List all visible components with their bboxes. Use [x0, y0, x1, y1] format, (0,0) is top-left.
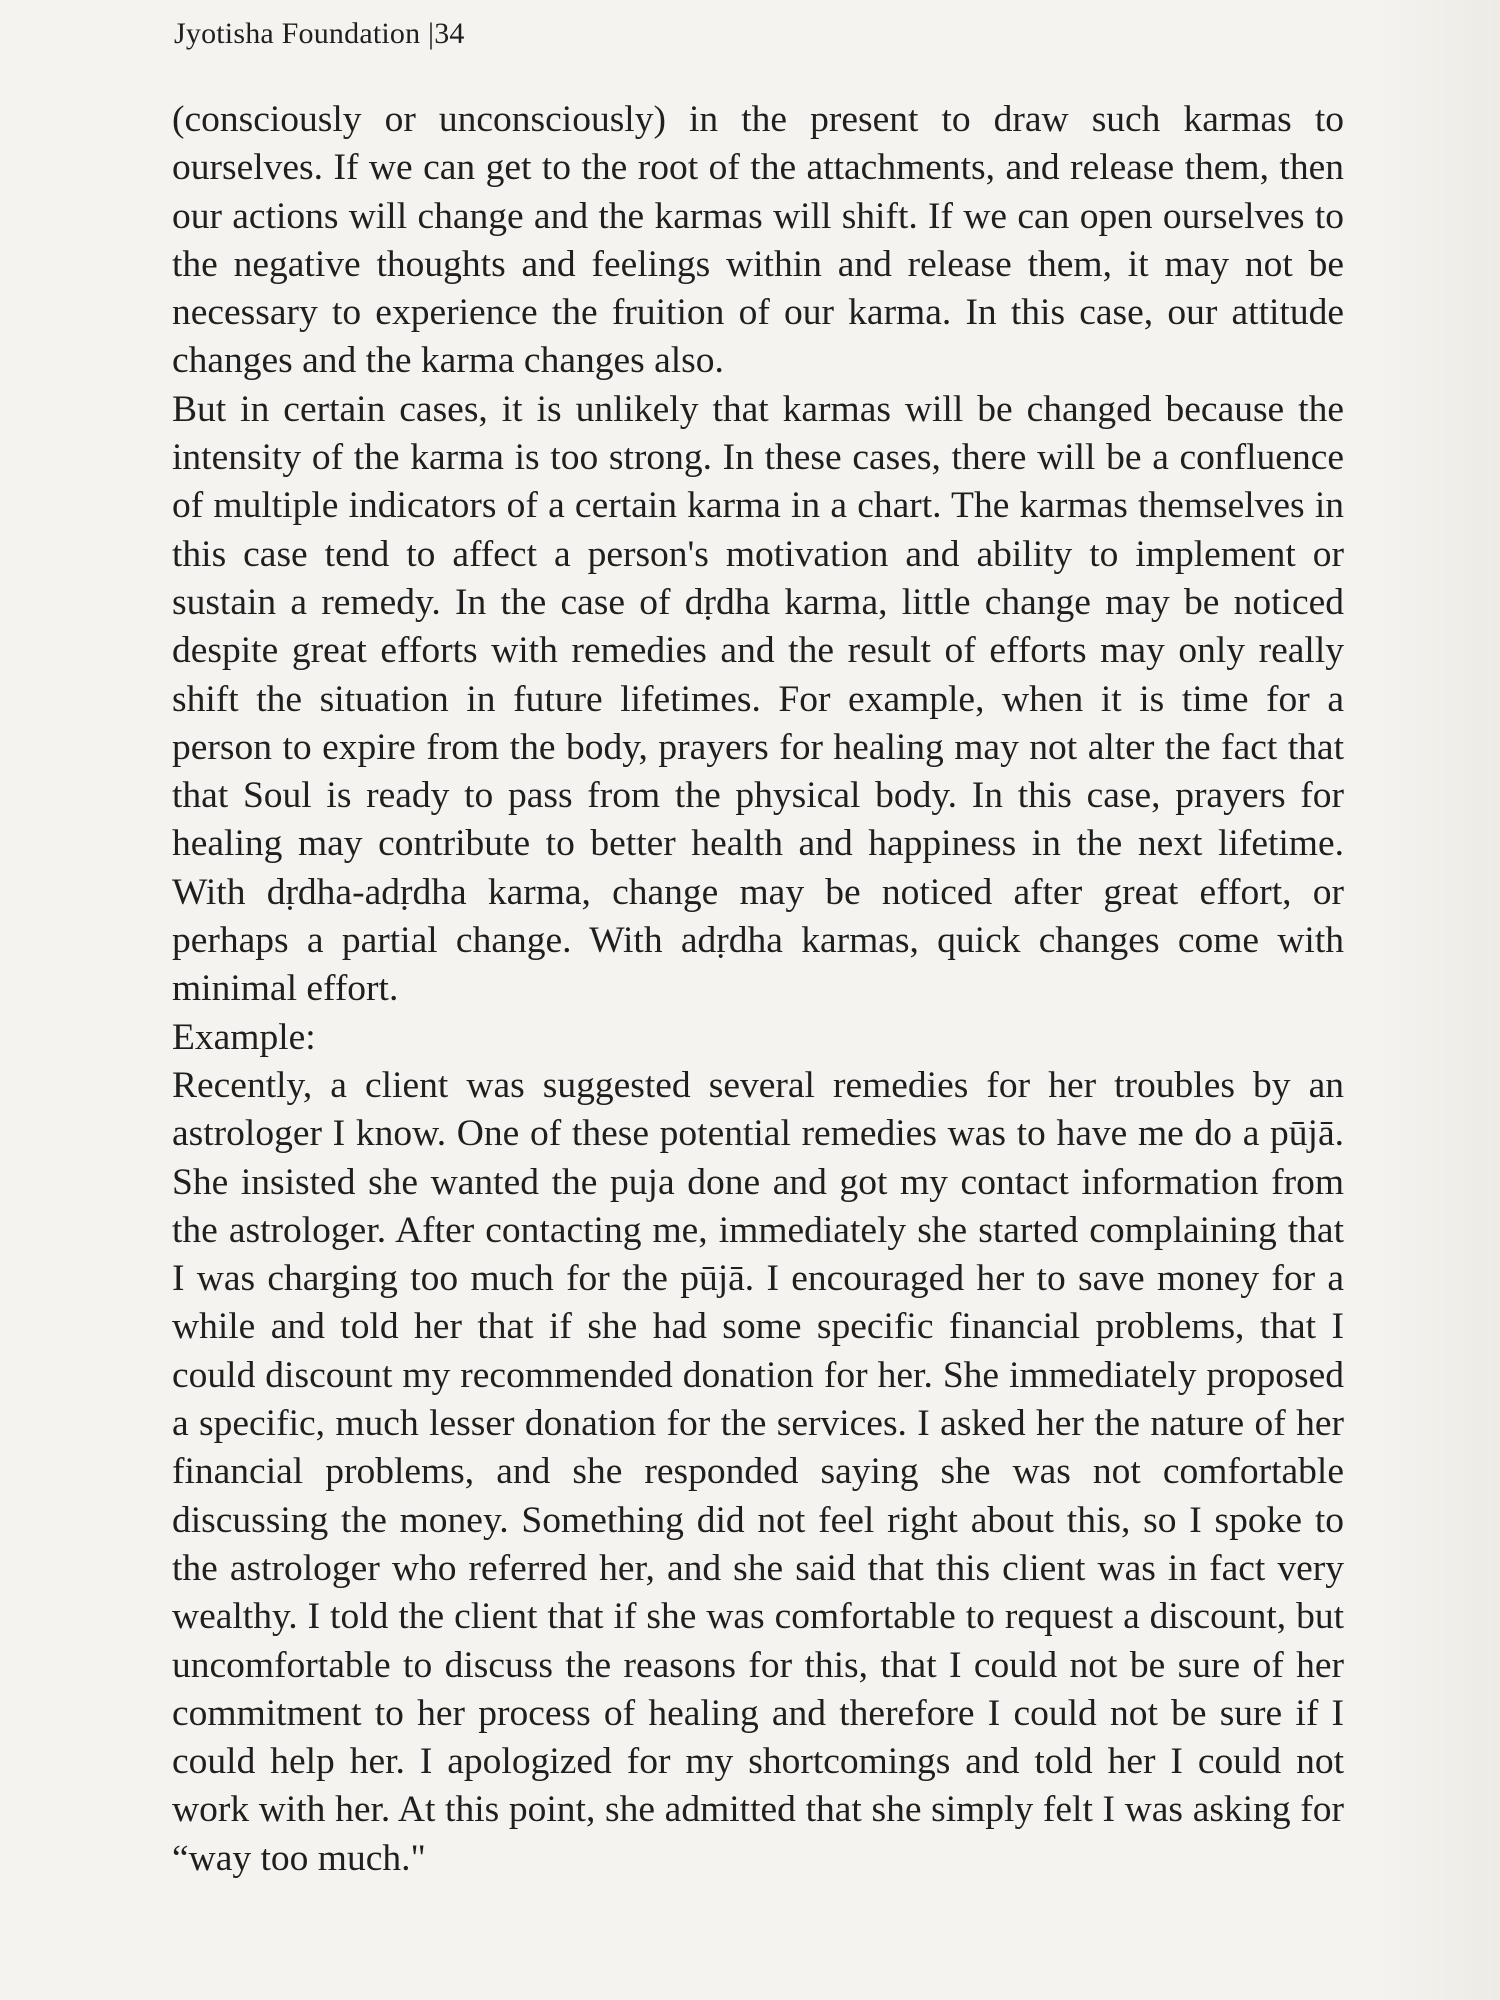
paragraph-karma-intensity: But in certain cases, it is unlikely that karmas will be changed because the intensity of the karma is too strong. In these cases, there will be a confluence of multiple indicators of a certain karma in a chart. The karmas themselves in this case tend to affect a person's motivation and ability to implement or sustain a remedy. In the case of dṛdha karma, little change may be noticed despite great efforts with remedies and the result of efforts may only really shift the situation in future lifetimes. For example, when it is time for a person to expire from the body, prayers for healing may not alter the fact that that Soul is ready to pass from the physical body. In this case, prayers for healing may contribute to better health and happiness in the next lifetime. With dṛdha-adṛdha karma, change may be noticed after great effort, or perhaps a partial change. With adṛdha karmas, quick changes come with minimal effort.: [172, 388, 1344, 1010]
paragraph-karma-attachments: (consciously or unconsciously) in the present to draw such karmas to ourselves. If we can get to the root of the attachments, and release them, then our actions will change and the karmas will shift. If we can open ourselves to the negative thoughts and feelings within and release them, it may not be necessary to experience the fruition of our karma. In this case, our attitude changes and the karma changes also.: [172, 99, 1344, 382]
paragraph-client-example: Recently, a client was suggested several remedies for her troubles by an astrologer I know. One of these potential remedies was to have me do a pūjā. She insisted she wanted the puja done and got my contact information from the astrologer. After contacting me, immediately she started complaining that I was charging too much for the pūjā. I encouraged her to save money for a while and told her that if she had some specific financial problems, that I could discount my recommended donation for her. She immediately proposed a specific, much lesser donation for the services. I asked her the nature of her financial problems, and she responded saying she was not comfortable discussing the money. Something did not feel right about this, so I spoke to the astrologer who referred her, and she said that this client was in fact very wealthy. I told the client that if she was comfortable to request a discount, but uncomfortable to discuss the reasons for this, that I could not be sure of her commitment to her process of healing and therefore I could not be sure if I could help her. I apologized for my shortcomings and told her I could not work with her. At this point, she admitted that she simply felt I was asking for “way too much.": [172, 1064, 1344, 1879]
running-header: Jyotisha Foundation |34: [174, 17, 465, 50]
example-heading: Example:: [172, 1016, 316, 1058]
page-edge-shadow: [1380, 0, 1500, 2000]
body-text: [172, 96, 1344, 1883]
